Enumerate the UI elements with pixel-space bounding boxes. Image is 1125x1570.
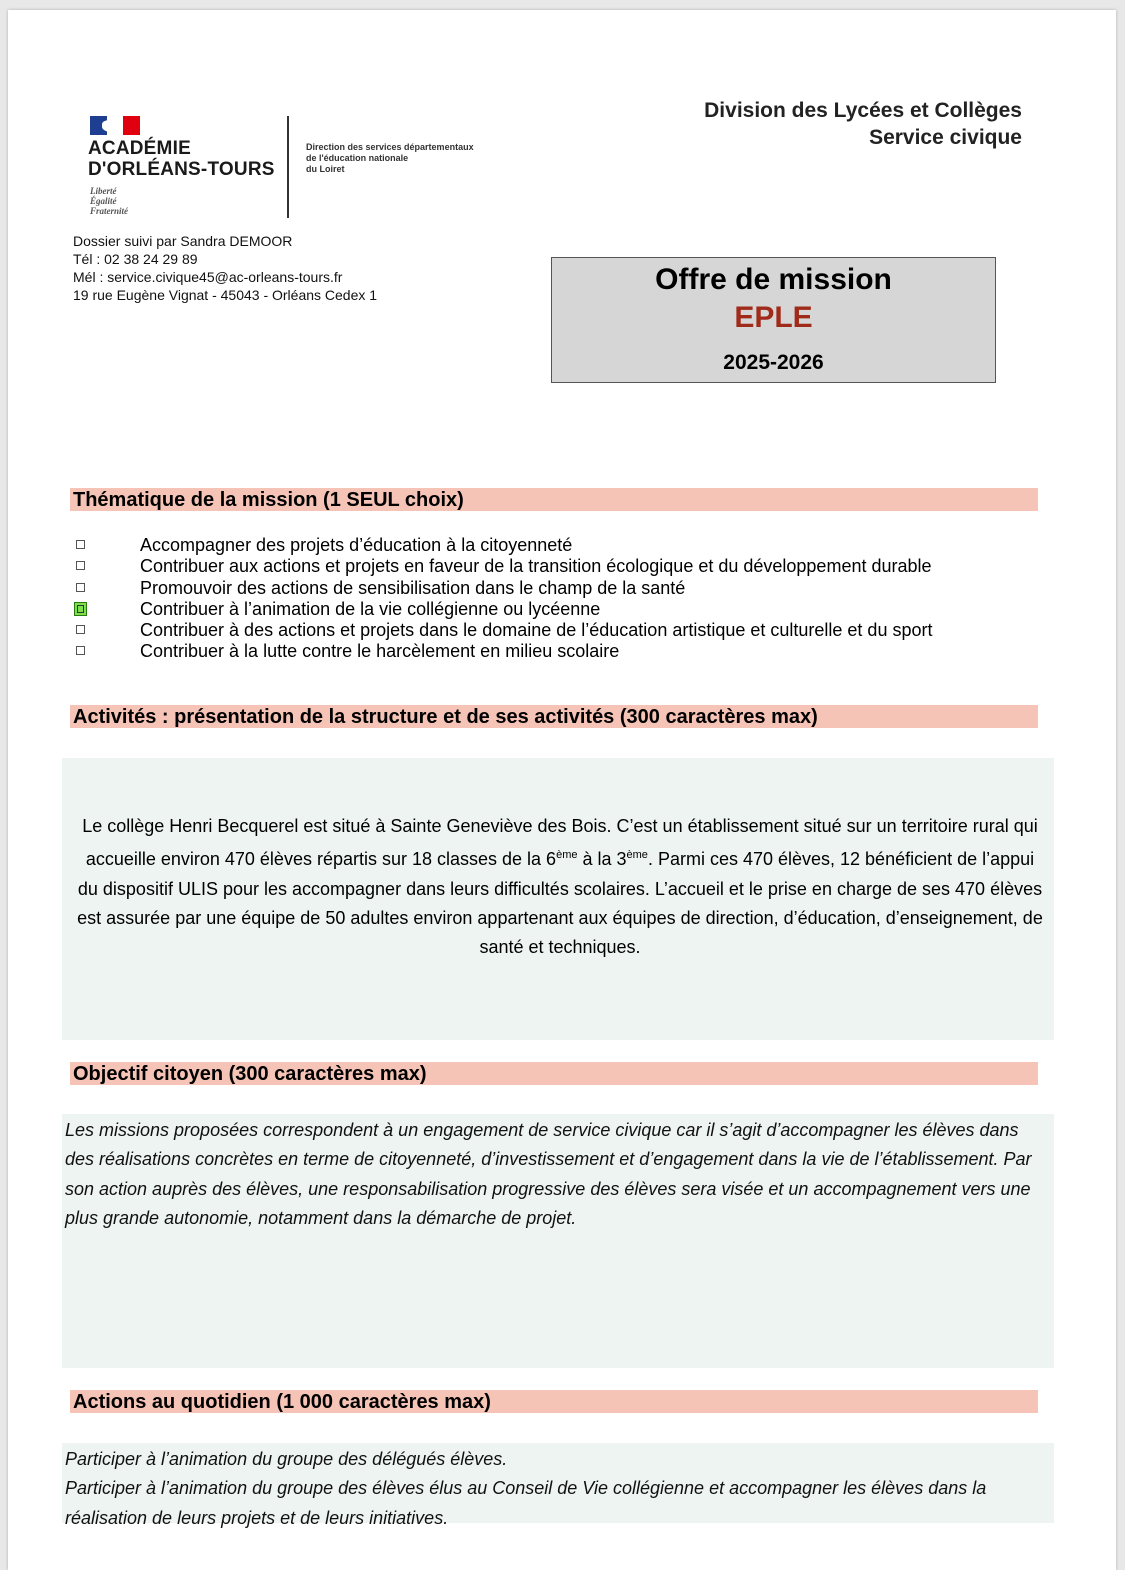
- contact-email: Mél : service.civique45@ac-orleans-tours.fr: [73, 269, 343, 285]
- actions-text: [65, 1445, 1034, 1533]
- checkbox[interactable]: [76, 561, 85, 570]
- motto-fraternite: Fraternité: [90, 206, 129, 216]
- contact-phone: Tél : 02 38 24 29 89: [73, 251, 198, 267]
- thematic-option-label: Contribuer à des actions et projets dans le domaine de l’éducation artistique et culturelle et du sport: [140, 620, 933, 641]
- contact-followed-by: Dossier suivi par Sandra DEMOOR: [73, 233, 293, 249]
- marianne-flag-logo: [90, 116, 140, 135]
- offer-type: EPLE: [734, 301, 813, 334]
- thematic-option-label: Contribuer à la lutte contre le harcèlement en milieu scolaire: [140, 641, 620, 662]
- checkbox[interactable]: [76, 625, 85, 634]
- service-title: Service civique: [869, 126, 1022, 149]
- academy-name-line2: D'ORLÉANS-TOURS: [88, 159, 275, 180]
- offer-box: [551, 257, 996, 383]
- activities-textbox[interactable]: [62, 758, 1054, 1040]
- contact-block: [73, 232, 377, 304]
- checkbox[interactable]: [76, 646, 85, 655]
- objective-text: Les missions proposées correspondent à un engagement de service civique car il s’agit d’accompagner les élèves dans des réalisations concrètes en terme de citoyenneté, d’investissement et d’engagement dans la vie de l’établissement. Par son action auprès des élèves, une responsabilisation progressive des élèves sera visée et un accompagnement vers une plus grande autonomie, notamment dans la démarche de projet.: [65, 1120, 1032, 1228]
- contact-address: 19 rue Eugène Vignat - 45043 - Orléans Cedex 1: [73, 287, 378, 303]
- thematic-option-label: Promouvoir des actions de sensibilisation dans le champ de la santé: [140, 577, 686, 598]
- direction-text: [306, 142, 474, 175]
- republic-motto: [90, 186, 128, 216]
- checkbox[interactable]: [76, 540, 85, 549]
- actions-line: Participer à l’animation du groupe des élèves élus au Conseil de Vie collégienne et accompagner les élèves dans la réalisation de leurs projets et de leurs initiatives.: [65, 1478, 987, 1528]
- academy-name-line1: ACADÉMIE: [88, 138, 191, 159]
- objective-textbox[interactable]: [62, 1114, 1054, 1368]
- academy-name: [88, 138, 275, 180]
- thematic-option-label: Contribuer à l’animation de la vie collégienne ou lycéenne: [140, 598, 601, 619]
- document-page: [8, 10, 1116, 1570]
- direction-line: du Loiret: [306, 164, 345, 174]
- actions-textbox[interactable]: [62, 1443, 1054, 1528]
- motto-egalite: Égalité: [90, 196, 117, 206]
- thematic-option-label: Accompagner des projets d’éducation à la citoyenneté: [140, 535, 573, 555]
- logo-divider: [287, 116, 289, 218]
- checkbox[interactable]: [76, 583, 85, 592]
- thematic-option-label: Contribuer aux actions et projets en faveur de la transition écologique et du développement durable: [140, 556, 932, 577]
- thematic-header: Thématique de la mission (1 SEUL choix): [70, 488, 1038, 511]
- checkbox-checked[interactable]: [74, 602, 87, 616]
- motto-liberte: Liberté: [90, 186, 117, 196]
- division-title: Division des Lycées et Collèges: [704, 99, 1022, 122]
- direction-line: de l'éducation nationale: [306, 153, 409, 163]
- direction-line: Direction des services départementaux: [306, 142, 474, 152]
- division-header: [704, 97, 1022, 151]
- objective-header: Objectif citoyen (300 caractères max): [70, 1062, 1038, 1085]
- actions-header: Actions au quotidien (1 000 caractères max): [70, 1390, 1038, 1413]
- activities-text: Le collège Henri Becquerel est situé à Sainte Geneviève des Bois. C’est un établissement situé sur un territoire rural qui accueille environ 470 élèves répartis sur 18 classes de la 6ème à la 3ème. Parmi ces 470 élèves, 12 bénéficient de l’appui du dispositif ULIS pour les accompagner dans leurs difficultés scolaires. L’accueil et le prise en charge de ses 470 élèves est assurée par une équipe de 50 adultes environ appartenant aux équipes de direction, d’éducation, d’enseignement, de santé et techniques.: [77, 816, 1043, 958]
- offer-title: Offre de mission: [655, 263, 892, 296]
- activities-header: Activités : présentation de la structure et de ses activités (300 caractères max): [70, 705, 1038, 728]
- offer-year: 2025-2026: [723, 351, 824, 374]
- actions-line: Participer à l’animation du groupe des délégués élèves.: [65, 1449, 508, 1469]
